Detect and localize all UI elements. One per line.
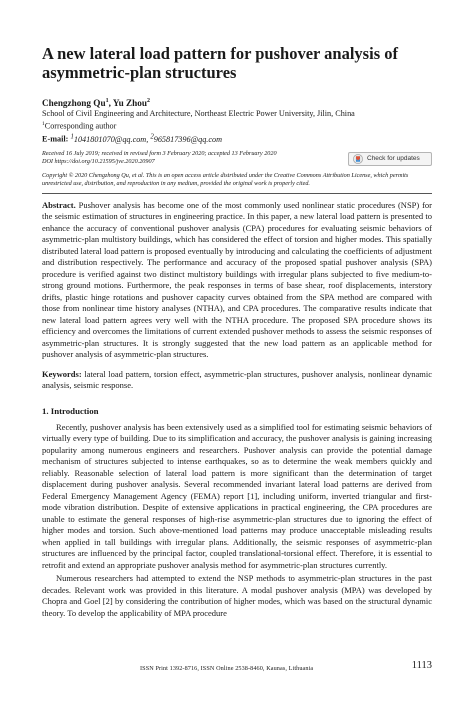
email-label: E-mail:: [42, 134, 69, 144]
article-title: [42, 44, 432, 82]
keywords: [42, 369, 432, 392]
affiliation: School of Civil Engineering and Architecture, Northeast Electric Power University, Jilin, China: [42, 109, 355, 119]
email-2[interactable]: 965817396@qq.com: [153, 134, 222, 144]
author-separator: , Yu Zhou: [108, 98, 147, 109]
abstract-label: Abstract.: [42, 199, 76, 210]
section-heading-introduction: 1. Introduction: [42, 405, 99, 416]
author-2-sup: 2: [146, 98, 150, 104]
keywords-text: lateral load pattern, torsion effect, asymmetric-plan structures, pushover analysis, nonlinear dynamic analysis, seismic response.: [42, 368, 432, 391]
corresponding-note: [42, 119, 432, 132]
received-dates: Received 16 July 2019; received in revised form 3 February 2020; accepted 13 February 2020: [42, 149, 277, 157]
intro-paragraph-1: Recently, pushover analysis has been extensively used as a simplified tool for estimating seismic behaviors of virtually every type of building. Due to its simplification and accuracy, the pushover analysis is gaining increasing popularity among numerous engineers and researchers. Pushover analysis can provide the potential damage mechanism of structures subjected to intense earthquakes, so as to determine the weak members quickly and reliably. Reasonable selection of lateral load pattern is more significant than the determination of target displacement during pushover analysis. Several recommended invariant lateral load patterns are derived from Federal Emergency Management Agency (FEMA) report [1], including uniform, inverted triangular and first-mode vibration distribution. Despite of extensive applications in practical engineering, the CPA procedures are unable to estimate the general responses of high-rise asymmetric-plan structures due to ignoring the effect of higher modes and torsion. Such above-mentioned load patterns may produce unacceptable misleading results when applied in tall buildings with irregular plans. Additionally, the seismic responses of asymmetric-plan structures are influenced by the principal factor, coupled translational-torsional effect. Therefore, it is essential to retrofit and extend an appropriate pushover analysis method for asymmetric-plan structures currently.: [42, 421, 432, 570]
abstract-text: Pushover analysis has become one of the most commonly used nonlinear static procedures (NSP) for the seismic estimation of structures in engineering practice. In this paper, a new lateral load pattern is presented to enhance the accuracy of conventional pushover analysis (CPA) procedures for evaluating seismic behaviors of asymmetric-plan multistory buildings, which has considered the effect of torsion and higher modes. This spatially distributed lateral load pattern is proposed eventually by introducing and calculating the coefficients of adjustment and distribution respectively. The performance and accuracy of the proposed spatial pushover analysis (SPA) procedure is verified against two distinct multistory buildings with irregular plans subjected to five medium-to-strong ground motions. Furthermore, the peak responses in terms of base shear, roof displacements, interstory drifts, plastic hinge rotations and pushover capacity curves obtained from the SPA method are compared with those from nonlinear time history analyses (NTHA), and CPA procedures. The comparative results indicate that new lateral load pattern agrees very well with the NTHA procedure. The proposed SPA procedure shows its efficiency and overcomes the limitations of current extended pushover methods to assess the seismic responses of asymmetric-plan structures. It is strongly suggested that the new load pattern as an applicable method for pushover analysis of asymmetric-plan structures.: [42, 199, 432, 360]
title-line-1: A new lateral load pattern for pushover analysis of: [42, 44, 398, 63]
author-line: [42, 96, 432, 109]
title-line-2: asymmetric-plan structures: [42, 63, 237, 82]
email-2-sup: 2: [150, 132, 154, 140]
email-separator: ,: [146, 134, 151, 144]
dates-row: [42, 150, 432, 170]
intro-paragraph-2: Numerous researchers had attempted to extend the NSP methods to asymmetric-plan structures in the past decades. Relevant work was provided in this literature. A modal pushover analysis (MPA) was developed by Chopra and Goel [2] by considering the contribution of higher modes, which was based on the structural dynamic theory. To develop the applicability of MPA procedure: [42, 573, 432, 618]
email-line: [42, 132, 432, 145]
copyright-notice: Copyright © 2020 Chengzhong Qu, et al. This is an open access article distributed under the Creative Commons Attribution License, which permits unrestricted use, distribution, and reproduction in any medium, provided the original work is properly cited.: [42, 171, 409, 187]
abstract: [42, 200, 432, 361]
author-1-name: Chengzhong Qu: [42, 98, 106, 109]
corresponding-sup: 1: [42, 121, 45, 128]
author-1-sup: 1: [105, 98, 109, 104]
header-divider: [42, 193, 432, 194]
page-number: 1113: [411, 660, 432, 671]
journal-footer: ISSN Print 1392-8716, ISSN Online 2538-8460, Kaunas, Lithuania: [140, 665, 314, 672]
corresponding-text: Corresponding author: [44, 121, 117, 131]
article-page: [42, 44, 432, 621]
crossmark-icon: [353, 154, 363, 164]
keywords-label: Keywords:: [42, 368, 82, 379]
email-1-sup: 1: [70, 132, 74, 140]
email-1[interactable]: 1041801070@qq.com: [73, 134, 147, 144]
doi-link[interactable]: DOI https://doi.org/10.21595/jve.2020.20907: [42, 157, 155, 165]
check-for-updates-button[interactable]: [348, 152, 432, 166]
publication-dates: [42, 150, 342, 166]
check-for-updates-label: Check for updates: [367, 155, 420, 163]
